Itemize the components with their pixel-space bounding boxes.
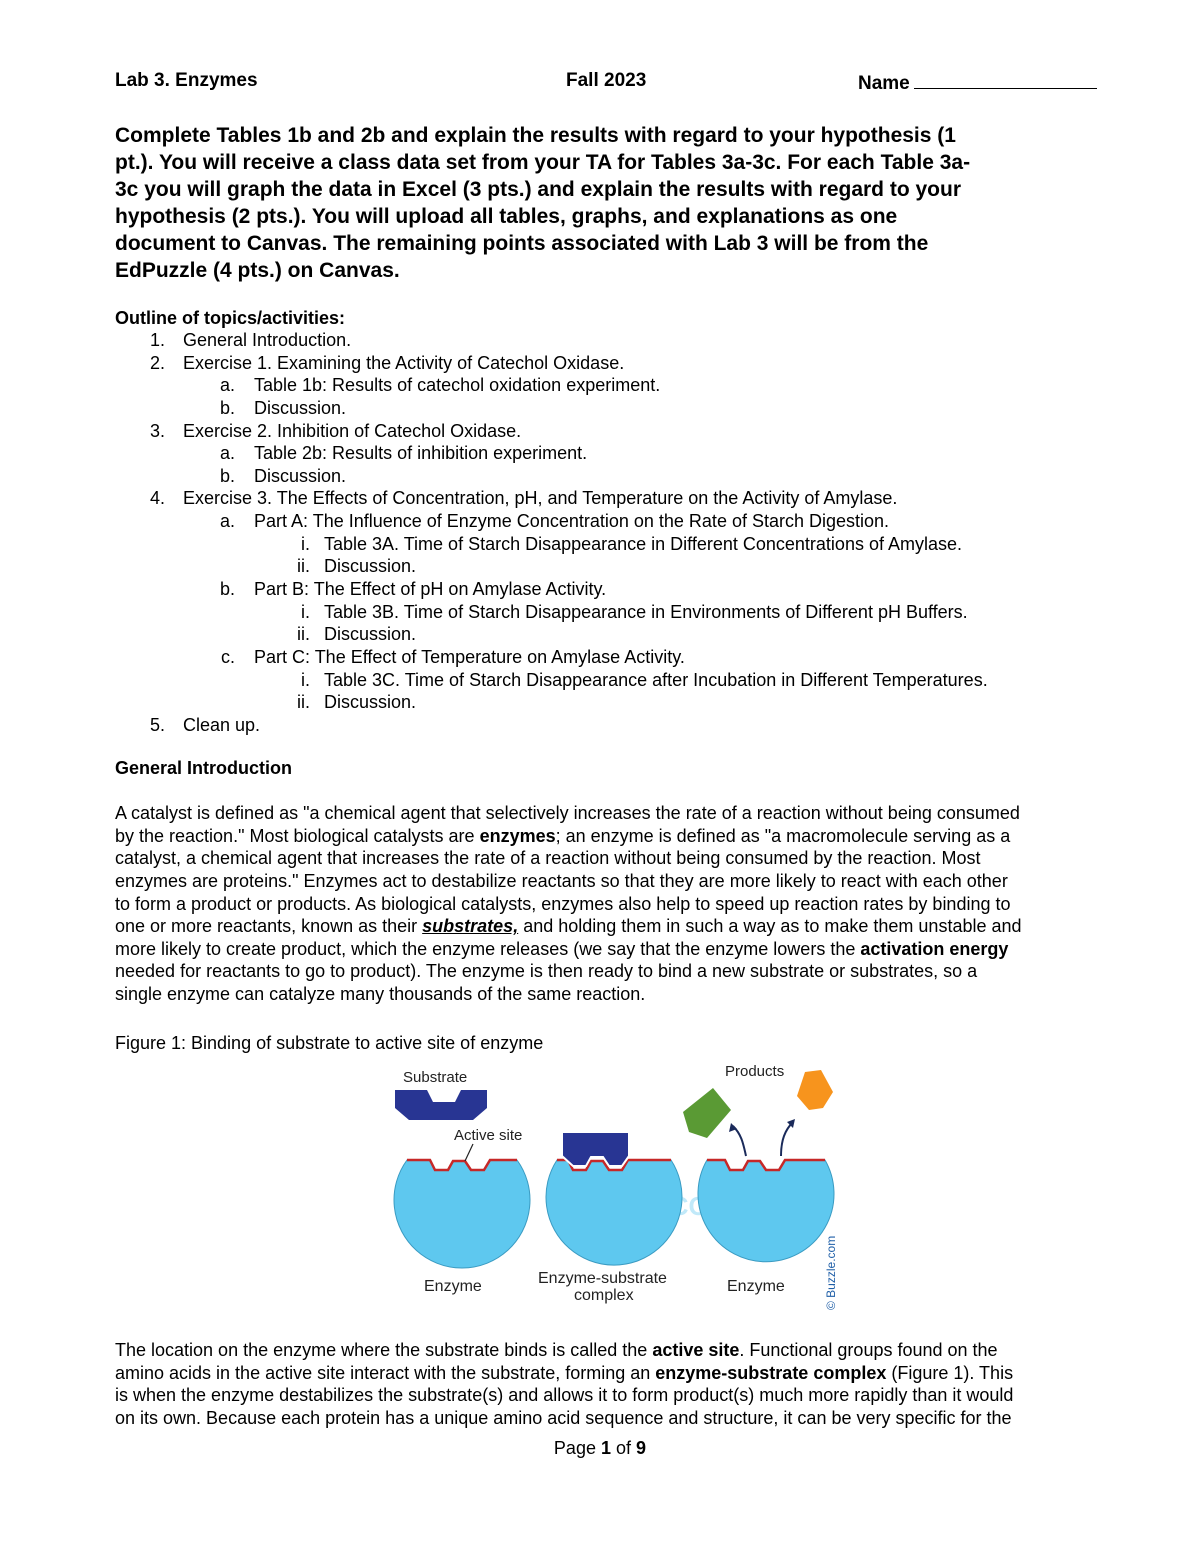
text-line: enzymes are proteins." Enzymes act to destabilize reactants so that they are more likely to react with each other [115, 870, 1008, 891]
enzyme-left-shape [394, 1160, 530, 1268]
term-activation-energy: activation energy [860, 938, 1009, 959]
text-line [115, 938, 1110, 961]
name-label: Name [858, 73, 910, 94]
enzyme-right-shape [698, 1160, 834, 1262]
text-line: catalyst, a chemical agent that increases the rate of a reaction without being consumed by the reaction. Most [115, 848, 981, 869]
outline-item [115, 487, 1100, 510]
outline-item [115, 329, 1100, 352]
instruction-line: pt.). You will receive a class data set from your TA for Tables 3a-3c. For each Table 3a- [115, 151, 971, 174]
outline-item-text: Table 3B. Time of Starch Disappearance in Environments of Different pH Buffers. [324, 601, 968, 622]
outline-item [115, 352, 1100, 375]
text-line: single enzyme can catalyze many thousands of the same reaction. [115, 984, 646, 1005]
outline-item [115, 691, 1100, 714]
instruction-line: hypothesis (2 pts.). You will upload all tables, graphs, and explanations as one [115, 205, 898, 228]
instructions-paragraph [115, 122, 1090, 284]
outline-item [115, 533, 1100, 556]
outline-item-text: Table 3A. Time of Starch Disappearance in Different Concentrations of Amylase. [324, 533, 962, 554]
outline-item [115, 465, 1100, 488]
text-run: ; an enzyme is defined as "a macromolecule serving as a [555, 825, 1011, 846]
page-footer [0, 1438, 1200, 1459]
outline-item [115, 646, 1100, 669]
enzyme-right-label: Enzyme [727, 1278, 785, 1295]
outline-item-number: ii. [297, 556, 310, 577]
outline-list [115, 329, 1100, 737]
outline-item-number: a. [219, 511, 235, 532]
outline-item [115, 714, 1100, 737]
page-word: Page [553, 1438, 596, 1458]
outline-item-text: Discussion. [324, 556, 417, 577]
outline-item-number: 2. [149, 352, 165, 373]
outline-item-text: Part A: The Influence of Enzyme Concentration on the Rate of Starch Digestion. [254, 511, 890, 532]
text-line: needed for reactants to go to product). The enzyme is then ready to bind a new substrate or substrates, so a [115, 961, 978, 982]
page-header [115, 70, 1103, 98]
page-total: 9 [636, 1438, 647, 1458]
figure-caption: Figure 1: Binding of substrate to active site of enzyme [115, 1033, 544, 1053]
general-introduction-heading: General Introduction [115, 758, 293, 778]
intro-paragraph-1 [115, 802, 1110, 1006]
instruction-line: EdPuzzle (4 pts.) on Canvas. [115, 259, 400, 282]
text-run: (Figure 1). This [886, 1362, 1014, 1383]
outline-item-text: Part B: The Effect of pH on Amylase Activity. [254, 579, 607, 600]
outline-item-number: a. [219, 443, 235, 464]
name-blank-line [914, 70, 1097, 89]
outline-item-number: a. [219, 375, 235, 396]
outline-item [115, 623, 1100, 646]
outline-item-text: Table 1b: Results of catechol oxidation experiment. [254, 375, 661, 396]
instruction-line: 3c you will graph the data in Excel (3 pts.) and explain the results with regard to your [115, 178, 962, 201]
substrate-label: Substrate [403, 1069, 468, 1086]
outline-item-text: Exercise 3. The Effects of Concentration, pH, and Temperature on the Activity of Amylase. [183, 488, 898, 509]
text-line [115, 1362, 1110, 1385]
text-line [115, 1339, 1110, 1362]
text-line [115, 825, 1110, 848]
outline-item-text: Clean up. [183, 714, 261, 735]
outline-item-number: i. [301, 669, 310, 690]
term-enzyme-substrate-complex: enzyme-substrate complex [655, 1362, 887, 1383]
text-run: by the reaction." Most biological catalysts are [115, 825, 480, 846]
text-run: one or more reactants, known as their [115, 916, 423, 937]
outline-item-text: General Introduction. [183, 330, 352, 350]
outline-item [115, 420, 1100, 443]
outline-item-number: 3. [149, 420, 165, 441]
outline-item-text: Discussion. [324, 624, 417, 645]
outline-item-number: 1. [149, 330, 165, 350]
text-line: A catalyst is defined as "a chemical agent that selectively increases the rate of a reaction without being consumed [115, 803, 1020, 823]
outline-title: Outline of topics/activities: [115, 308, 346, 328]
enzyme-substrate-figure [385, 1060, 845, 1320]
outline-item [115, 578, 1100, 601]
outline-item-number: ii. [297, 624, 310, 645]
outline-item-number: 4. [149, 488, 165, 509]
substrate-shape [395, 1090, 487, 1120]
of-word: of [616, 1438, 632, 1458]
release-arrows [729, 1119, 795, 1156]
products-label: Products [725, 1063, 785, 1080]
active-site-label: Active site [454, 1127, 523, 1144]
instruction-line: Complete Tables 1b and 2b and explain the results with regard to your hypothesis (1 [115, 124, 956, 147]
text-run: and holding them in such a way as to make them unstable and [518, 916, 1022, 937]
outline-item-text: Discussion. [254, 465, 347, 486]
text-run: more likely to create product, which the enzyme releases (we say that the enzyme lowers the [115, 938, 861, 959]
figure-credit: © Buzzle.com [824, 1235, 838, 1310]
name-field [858, 70, 1097, 95]
outline-item-number: b. [219, 465, 235, 486]
instruction-line: document to Canvas. The remaining points associated with Lab 3 will be from the [115, 232, 929, 255]
outline-item-text: Exercise 1. Examining the Activity of Catechol Oxidase. [183, 352, 625, 373]
outline-item [115, 442, 1100, 465]
enzyme-complex-shape [546, 1132, 682, 1265]
product-orange-shape [797, 1070, 833, 1110]
text-run: The location on the enzyme where the substrate binds is called the [115, 1340, 653, 1360]
outline-item [115, 374, 1100, 397]
outline-item-text: Discussion. [324, 692, 417, 713]
outline-item-text: Discussion. [254, 397, 347, 418]
term-substrates: substrates, [422, 916, 519, 937]
outline-item [115, 397, 1100, 420]
active-site-pointer [465, 1144, 473, 1161]
outline-item [115, 510, 1100, 533]
text-run: . Functional groups found on the [739, 1340, 998, 1360]
term-enzymes: enzymes [479, 825, 556, 846]
intro-paragraph-2 [115, 1339, 1110, 1430]
page-number: 1 [600, 1438, 611, 1458]
enzyme-left-label: Enzyme [424, 1278, 482, 1295]
outline-item-number: b. [219, 579, 235, 600]
term-active-site: active site [652, 1340, 740, 1360]
complex-label-line2: complex [574, 1287, 634, 1304]
outline-item-number: 5. [149, 714, 165, 735]
text-line: to form a product or products. As biological catalysts, enzymes also help to speed up reaction rates by binding to [115, 893, 1011, 914]
text-line [115, 915, 1110, 938]
text-line: on its own. Because each protein has a unique amino acid sequence and structure, it can be very specific for the [115, 1407, 1012, 1428]
outline-item [115, 555, 1100, 578]
lab-title: Lab 3. Enzymes [115, 70, 258, 91]
complex-label-line1: Enzyme-substrate [538, 1270, 667, 1287]
outline-item-number: ii. [297, 692, 310, 713]
outline-item-text: Part C: The Effect of Temperature on Amylase Activity. [254, 646, 685, 667]
outline-item-number: i. [301, 601, 310, 622]
outline-item-number: b. [219, 397, 235, 418]
outline-item-number: c. [220, 646, 235, 667]
outline-item-text: Exercise 2. Inhibition of Catechol Oxidase. [183, 420, 522, 441]
term-label: Fall 2023 [566, 70, 647, 91]
outline-item-text: Table 3C. Time of Starch Disappearance after Incubation in Different Temperatures. [324, 669, 988, 690]
product-green-shape [683, 1088, 731, 1138]
outline-item-number: i. [301, 533, 310, 554]
text-line: is when the enzyme destabilizes the substrate(s) and allows it to form product(s) much more rapidly than it would [115, 1385, 1014, 1406]
outline-item [115, 669, 1100, 692]
outline-item [115, 601, 1100, 624]
outline-item-text: Table 2b: Results of inhibition experiment. [254, 443, 588, 464]
text-run: amino acids in the active site interact with the substrate, forming an [115, 1362, 656, 1383]
